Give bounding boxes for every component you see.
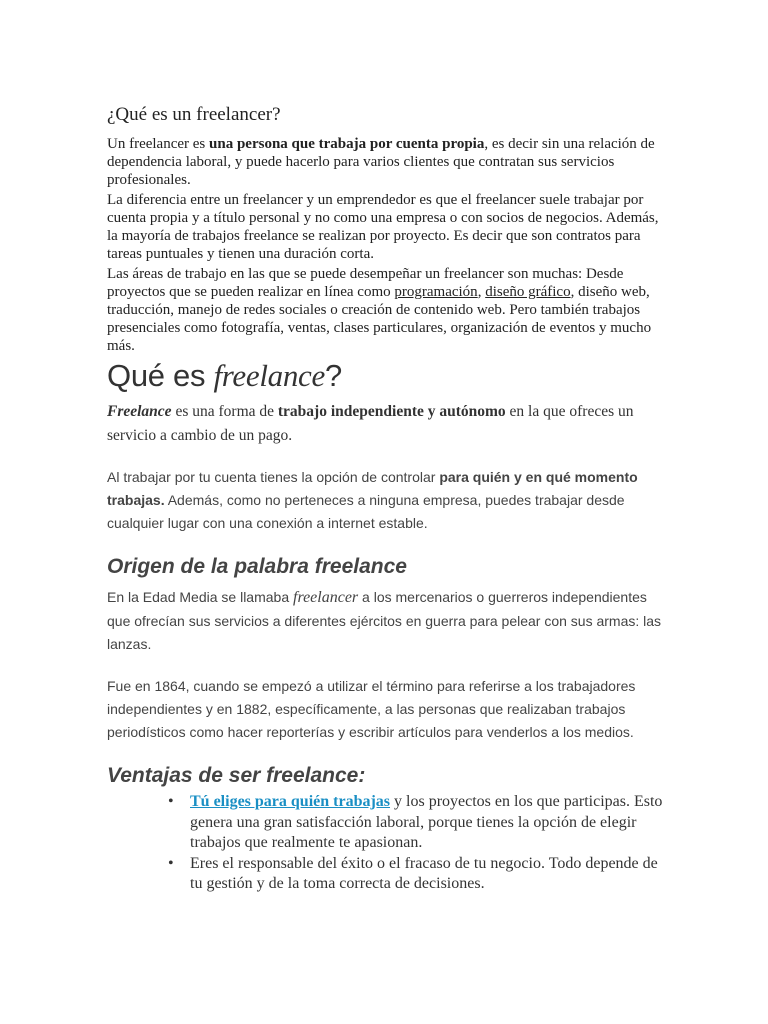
bold-text: una persona que trabaja por cuenta propia	[209, 136, 485, 152]
text: en la que ofreces un servicio a cambio de un pago.	[107, 403, 634, 444]
paragraph-edad-media	[107, 586, 667, 657]
heading-origen: Origen de la palabra freelance	[107, 555, 407, 578]
list-item	[168, 854, 668, 895]
ventajas-list	[168, 792, 668, 895]
text: es una forma de	[171, 403, 278, 420]
list-item	[168, 792, 668, 854]
text: En la Edad Media se llamaba	[107, 589, 293, 605]
heading-part: ?	[324, 358, 342, 393]
text: a los mercenarios o guerreros independientes que ofrecían sus servicios a diferentes ejércitos en guerra para pelear con sus armas: las lanzas.	[107, 589, 662, 652]
text: , es decir sin una relación de dependencia laboral, y puede hacerlo para varios clientes que contratan sus servicios profesionales.	[107, 136, 655, 188]
heading-ventajas: Ventajas de ser freelance:	[107, 764, 366, 787]
paragraph-control	[107, 466, 667, 535]
link-tu-eliges[interactable]: Tú eliges para quién trabajas	[190, 793, 391, 810]
text: , diseño web, traducción, manejo de redes sociales o creación de contenido web. Pero también trabajos presenciales como fotografía, ventas, clases particulares, organización de eventos y mucho más.	[107, 284, 652, 354]
heading-italic: freelance	[213, 358, 325, 393]
heading-que-es-freelance	[107, 358, 667, 394]
paragraph-difference: La diferencia entre un freelancer y un emprendedor es que el freelancer suele trabajar por cuenta propia y a título personal y no como una empresa o con socios de negocios. Además, la mayoría de trabajos freelance se realizan por proyecto. Es decir que son contratos para tareas puntuales y tienen una duración corta.	[107, 192, 659, 262]
bold-italic-text: Freelance	[107, 403, 172, 420]
text: ,	[477, 284, 486, 300]
text: y los proyectos en los que participas. Esto genera una gran satisfacción laboral, porque tienes la opción de elegir trabajos que realmente te apasionan.	[190, 793, 663, 851]
text: Eres el responsable del éxito o el fracaso de tu negocio. Todo depende de tu gestión y de la toma correcta de decisiones.	[190, 854, 658, 892]
text: Además, como no perteneces a ninguna empresa, puedes trabajar desde cualquier lugar con una conexión a internet estable.	[107, 492, 625, 531]
bold-text: trabajo independiente y autónomo	[277, 403, 506, 420]
bullet: •	[168, 854, 174, 872]
text: Un freelancer es	[107, 136, 210, 152]
paragraph-1864: Fue en 1864, cuando se empezó a utilizar el término para referirse a los trabajadores independientes y en 1882, específicamente, a las personas que realizaban trabajos periodísticos como hacer reporterías y escribir artículos para venderlos a los medios.	[107, 678, 636, 740]
italic-text: freelancer	[293, 589, 359, 606]
paragraph-freelance-definition	[107, 400, 667, 448]
text: Las áreas de trabajo en las que se puede desempeñar un freelancer son muchas: Desde proyectos que se pueden realizar en línea como	[107, 266, 624, 300]
text: Al trabajar por tu cuenta tienes la opción de controlar	[107, 469, 440, 485]
bold-text: para quién y en qué momento trabajas.	[107, 469, 638, 508]
heading-que-es-freelancer: ¿Qué es un freelancer?	[107, 104, 281, 125]
link-diseno-grafico[interactable]: diseño gráfico	[485, 284, 571, 300]
paragraph-areas	[107, 265, 667, 355]
link-programacion[interactable]: programación	[394, 284, 478, 300]
heading-part: Qué es	[107, 358, 214, 393]
bullet: •	[168, 793, 174, 810]
paragraph-definition	[107, 135, 667, 189]
